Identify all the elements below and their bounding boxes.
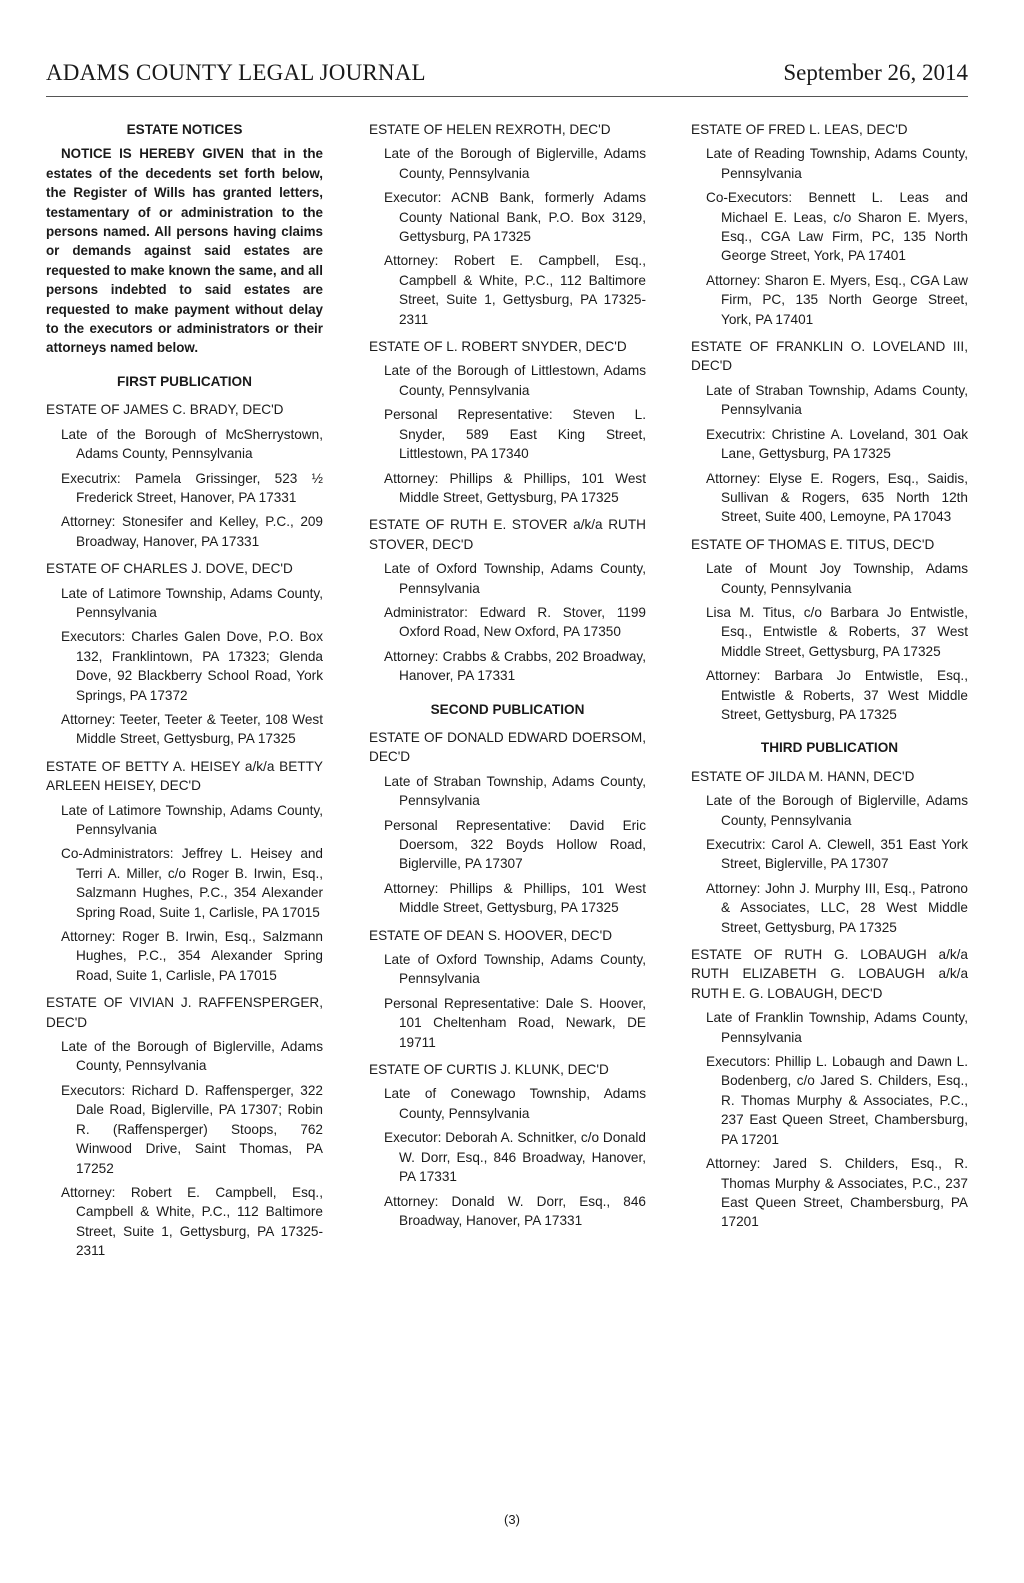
estate-residence: Late of Mount Joy Township, Adams County, Pennsylvania bbox=[706, 561, 968, 596]
estate-name: ESTATE OF FRED L. LEAS, DEC'D bbox=[691, 122, 908, 137]
estate-name: ESTATE OF RUTH E. STOVER a/k/a RUTH STOVER, DEC'D bbox=[369, 517, 646, 552]
estate-name: ESTATE OF DEAN S. HOOVER, DEC'D bbox=[369, 927, 613, 943]
estate-residence: Late of Oxford Township, Adams County, Pennsylvania bbox=[384, 561, 646, 596]
estate-notice bbox=[369, 728, 646, 918]
estate-notice bbox=[369, 120, 646, 329]
estate-name: ESTATE OF L. ROBERT SNYDER, DEC'D bbox=[369, 339, 627, 355]
second-publication-heading: SECOND PUBLICATION bbox=[430, 701, 585, 717]
estate-residence: Late of Franklin Township, Adams County, Pennsylvania bbox=[706, 1010, 968, 1045]
issue-date: September 26, 2014 bbox=[783, 60, 968, 85]
estate-executor: Co-Administrators: Jeffrey L. Heisey and Terri A. Miller, c/o Roger B. Irwin, Esq., Salzmann Hughes, P.C., 354 Alexander Spring Road, Suite 1, Carlisle, PA 17015 bbox=[61, 846, 323, 920]
estate-notice bbox=[46, 993, 323, 1260]
estate-executor: Lisa M. Titus, c/o Barbara Jo Entwistle, Esq., Entwistle & Roberts, 37 West Middle Street, Gettysburg, PA 17325 bbox=[706, 604, 968, 659]
estate-attorney: Attorney: Robert E. Campbell, Esq., Campbell & White, P.C., 112 Baltimore Street, Suite 1, Gettysburg, PA 17325-2311 bbox=[384, 253, 646, 327]
estate-residence: Late of the Borough of McSherrystown, Adams County, Pennsylvania bbox=[61, 426, 323, 462]
estate-executor: Executrix: Carol A. Clewell, 351 East York Street, Biglerville, PA 17307 bbox=[706, 837, 968, 872]
estate-name: ESTATE OF CHARLES J. DOVE, DEC'D bbox=[46, 561, 293, 577]
estate-executor: Personal Representative: David Eric Doersom, 322 Boyds Hollow Road, Biglerville, PA 17307 bbox=[384, 817, 646, 872]
estate-residence: Late of Latimore Township, Adams County, Pennsylvania bbox=[61, 802, 323, 837]
estate-residence: Late of Oxford Township, Adams County, Pennsylvania bbox=[384, 952, 646, 987]
column-3 bbox=[691, 120, 968, 1240]
estate-executor: Executrix: Christine A. Loveland, 301 Oak Lane, Gettysburg, PA 17325 bbox=[706, 426, 968, 462]
estate-attorney: Attorney: John J. Murphy III, Esq., Patrono & Associates, LLC, 28 West Middle Street, Gettysburg, PA 17325 bbox=[706, 880, 968, 935]
estate-executor: Executors: Charles Galen Dove, P.O. Box 132, Franklintown, PA 17323; Glenda Dove, 92 Blackberry School Road, York Springs, PA 17372 bbox=[61, 629, 323, 703]
estate-attorney: Attorney: Sharon E. Myers, Esq., CGA Law Firm, PC, 135 North George Street, York, PA 17401 bbox=[706, 272, 968, 327]
estate-attorney: Attorney: Barbara Jo Entwistle, Esq., Entwistle & Roberts, 37 West Middle Street, Gettysburg, PA 17325 bbox=[706, 668, 968, 722]
estate-notice bbox=[691, 535, 968, 725]
first-publication-heading: FIRST PUBLICATION bbox=[117, 373, 252, 389]
estate-executor: Personal Representative: Steven L. Snyder, 589 East King Street, Littlestown, PA 17340 bbox=[384, 407, 646, 462]
estate-executor: Personal Representative: Dale S. Hoover, 101 Cheltenham Road, Newark, DE 19711 bbox=[384, 995, 646, 1050]
estate-executor: Co-Executors: Bennett L. Leas and Michael E. Leas, c/o Sharon E. Myers, Esq., CGA Law Firm, PC, 135 North George Street, York, PA 17401 bbox=[706, 190, 968, 264]
estate-residence: Late of Latimore Township, Adams County, Pennsylvania bbox=[61, 585, 323, 620]
page-number: (3) bbox=[504, 1512, 520, 1527]
column-1 bbox=[46, 120, 323, 1269]
estate-notice bbox=[46, 559, 323, 749]
estate-residence: Late of Conewago Township, Adams County, Pennsylvania bbox=[384, 1086, 646, 1121]
estate-name: ESTATE OF FRANKLIN O. LOVELAND III, DEC'D bbox=[691, 339, 968, 374]
estate-residence: Late of Straban Township, Adams County, Pennsylvania bbox=[384, 773, 646, 809]
estate-attorney: Attorney: Roger B. Irwin, Esq., Salzmann Hughes, P.C., 354 Alexander Spring Road, Suite 1, Carlisle, PA 17015 bbox=[61, 929, 323, 983]
estate-attorney: Attorney: Jared S. Childers, Esq., R. Thomas Murphy & Associates, P.C., 237 East Queen Street, Chambersburg, PA 17201 bbox=[706, 1156, 968, 1230]
estate-notice bbox=[691, 337, 968, 527]
estate-notices-heading: ESTATE NOTICES bbox=[126, 122, 243, 137]
estate-attorney: Attorney: Phillips & Phillips, 101 West Middle Street, Gettysburg, PA 17325 bbox=[384, 470, 646, 505]
estate-name: ESTATE OF BETTY A. HEISEY a/k/a BETTY ARLEEN HEISEY, DEC'D bbox=[46, 758, 323, 794]
estate-attorney: Attorney: Stonesifer and Kelley, P.C., 209 Broadway, Hanover, PA 17331 bbox=[61, 514, 323, 549]
estate-name: ESTATE OF HELEN REXROTH, DEC'D bbox=[369, 122, 611, 137]
notice-intro: NOTICE IS HEREBY GIVEN that in the estates of the decedents set forth below, the Register of Wills has granted letters, testamentary of or administration to the persons named. All persons having claims or demands against said estates are requested to make known the same, and all persons indebted to said estates are requested to make payment without delay to the executors or administrators or their attorneys named below. bbox=[46, 146, 323, 356]
estate-attorney: Attorney: Phillips & Phillips, 101 West Middle Street, Gettysburg, PA 17325 bbox=[384, 880, 646, 916]
estate-executor: Administrator: Edward R. Stover, 1199 Oxford Road, New Oxford, PA 17350 bbox=[384, 604, 646, 640]
estate-residence: Late of the Borough of Biglerville, Adams County, Pennsylvania bbox=[706, 793, 968, 828]
estate-attorney: Attorney: Donald W. Dorr, Esq., 846 Broadway, Hanover, PA 17331 bbox=[384, 1193, 646, 1228]
page-header bbox=[46, 56, 968, 97]
estate-notice bbox=[691, 945, 968, 1232]
estate-notice bbox=[369, 926, 646, 1052]
estate-notice bbox=[691, 767, 968, 937]
estate-name: ESTATE OF THOMAS E. TITUS, DEC'D bbox=[691, 536, 935, 552]
third-publication-heading: THIRD PUBLICATION bbox=[760, 740, 899, 756]
estate-name: ESTATE OF RUTH G. LOBAUGH a/k/a RUTH ELIZABETH G. LOBAUGH a/k/a RUTH E. G. LOBAUGH, DEC'D bbox=[691, 947, 968, 1001]
estate-notice bbox=[369, 337, 646, 507]
estate-notice bbox=[46, 757, 323, 985]
estate-notice bbox=[46, 400, 323, 551]
estate-residence: Late of the Borough of Biglerville, Adams County, Pennsylvania bbox=[384, 146, 646, 181]
estate-executor: Executor: ACNB Bank, formerly Adams County National Bank, P.O. Box 3129, Gettysburg, PA 17325 bbox=[384, 190, 646, 245]
estate-executor: Executors: Richard D. Raffensperger, 322 Dale Road, Biglerville, PA 17307; Robin R. (Raffensperger) Stoops, 762 Winwood Drive, Saint Thomas, PA 17252 bbox=[61, 1082, 323, 1176]
estate-name: ESTATE OF JAMES C. BRADY, DEC'D bbox=[46, 402, 284, 418]
estate-executor: Executrix: Pamela Grissinger, 523 ½ Frederick Street, Hanover, PA 17331 bbox=[61, 470, 323, 505]
estate-attorney: Attorney: Robert E. Campbell, Esq., Campbell & White, P.C., 112 Baltimore Street, Suite 1, Gettysburg, PA 17325-2311 bbox=[61, 1184, 323, 1259]
estate-notice bbox=[369, 1060, 646, 1230]
estate-name: ESTATE OF CURTIS J. KLUNK, DEC'D bbox=[369, 1062, 609, 1078]
estate-attorney: Attorney: Teeter, Teeter & Teeter, 108 West Middle Street, Gettysburg, PA 17325 bbox=[61, 711, 323, 747]
estate-residence: Late of Reading Township, Adams County, Pennsylvania bbox=[706, 146, 968, 181]
estate-executor: Executor: Deborah A. Schnitker, c/o Donald W. Dorr, Esq., 846 Broadway, Hanover, PA 17331 bbox=[384, 1130, 646, 1185]
column-2 bbox=[369, 120, 646, 1238]
estate-attorney: Attorney: Crabbs & Crabbs, 202 Broadway, Hanover, PA 17331 bbox=[384, 648, 646, 684]
estate-executor: Executors: Phillip L. Lobaugh and Dawn L. Bodenberg, c/o Jared S. Childers, Esq., R. Thomas Murphy & Associates, P.C., 237 East Queen Street, Chambersburg, PA 17201 bbox=[706, 1054, 968, 1147]
estate-residence: Late of Straban Township, Adams County, Pennsylvania bbox=[706, 382, 968, 418]
estate-notice bbox=[691, 120, 968, 329]
estate-residence: Late of the Borough of Littlestown, Adams County, Pennsylvania bbox=[384, 363, 646, 398]
estate-name: ESTATE OF DONALD EDWARD DOERSOM, DEC'D bbox=[369, 729, 646, 765]
estate-name: ESTATE OF VIVIAN J. RAFFENSPERGER, DEC'D bbox=[46, 995, 323, 1030]
estate-notice bbox=[369, 515, 646, 685]
estate-residence: Late of the Borough of Biglerville, Adams County, Pennsylvania bbox=[61, 1039, 323, 1074]
estate-attorney: Attorney: Elyse E. Rogers, Esq., Saidis, Sullivan & Rogers, 635 North 12th Street, Suite 400, Lemoyne, PA 17043 bbox=[706, 470, 968, 525]
estate-name: ESTATE OF JILDA M. HANN, DEC'D bbox=[691, 768, 915, 784]
journal-title: ADAMS COUNTY LEGAL JOURNAL bbox=[46, 60, 426, 85]
